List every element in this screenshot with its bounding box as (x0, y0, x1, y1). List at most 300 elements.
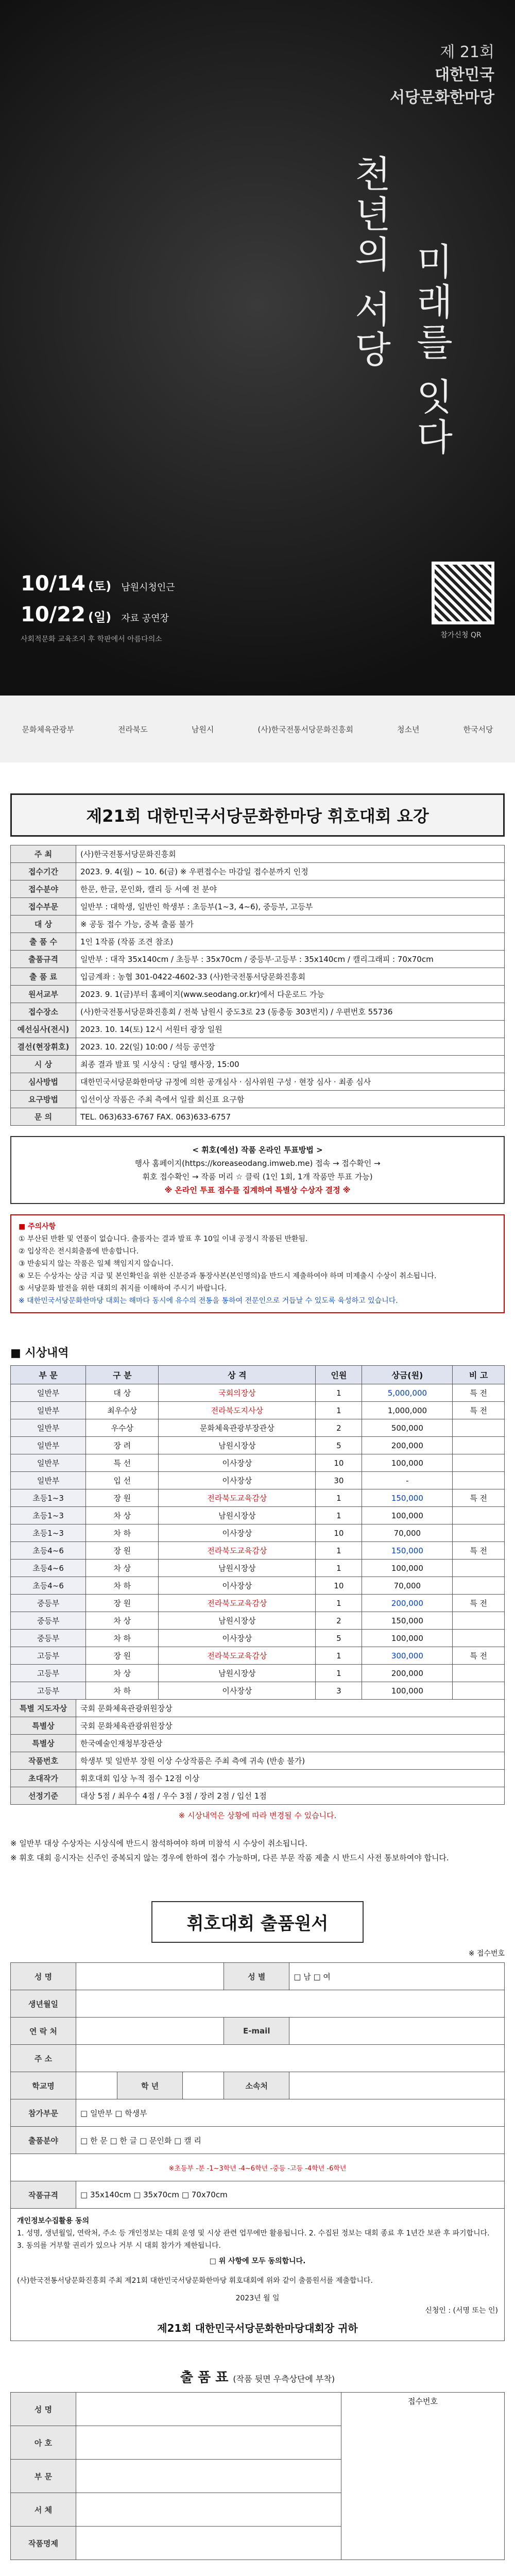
awards-cell (453, 1560, 505, 1577)
address-label: 주 소 (11, 2045, 76, 2072)
logo-5: 청소년 (397, 724, 420, 734)
event-date-1 (21, 572, 175, 596)
awards-cell: 전라북도교육감상 (159, 1647, 316, 1665)
awards-cell: 남원시장상 (159, 1612, 316, 1630)
awards-cell: 1,000,000 (362, 1402, 453, 1419)
awards-row (11, 1419, 505, 1437)
awards-cell: 차 상 (86, 1507, 159, 1524)
info-label: 결선(현장휘호) (11, 1038, 76, 1056)
grade-label: 학 년 (117, 2072, 183, 2099)
slip-row (11, 2393, 505, 2426)
awards-cell: 차 하 (86, 1630, 159, 1647)
awards-cell: 일반부 (11, 1454, 86, 1472)
sex-male-option[interactable]: □ 남 (294, 1972, 311, 1981)
awards-cell: 5 (316, 1630, 362, 1647)
slip-input[interactable] (76, 2426, 341, 2460)
awards-cell: 500,000 (362, 1419, 453, 1437)
size-35x140[interactable]: □ 35x140cm (80, 2190, 131, 2199)
awards-cell: 일반부 (11, 1384, 86, 1402)
logo-2: 전라북도 (117, 724, 148, 734)
size-35x70[interactable]: □ 35x70cm (133, 2190, 180, 2199)
age-note: ※초등부 -분 -1~3학년 -4~6학년 -중등 -고등 -4학년 -6학년 (11, 2154, 505, 2181)
slip-1-heading: 출 품 표 (180, 2370, 229, 2385)
qr-label: 참가신청 QR (440, 631, 482, 639)
awards-cell: 150,000 (362, 1489, 453, 1507)
awards-cell (453, 1524, 505, 1542)
info-row (11, 898, 505, 916)
page-title: 제21회 대한민국서당문화한마당 휘호대회 요강 (10, 793, 505, 837)
awards-row (11, 1507, 505, 1524)
awards-cell: 남원시장상 (159, 1437, 316, 1454)
cautions (10, 1214, 505, 1313)
info-value: 2023. 9. 4(월) ~ 10. 6(금) ※ 우편접수는 마감일 접수분까지 인정 (76, 863, 505, 880)
awards-cell: 200,000 (362, 1595, 453, 1612)
form-title: 휘호대회 출품원서 (151, 1901, 364, 1943)
awards-cell (453, 1612, 505, 1630)
caution-item: ⑤ 서당문화 발전을 위한 대회의 취지를 이해하여 주시기 바랍니다. (19, 1284, 227, 1293)
awards-row (11, 1612, 505, 1630)
awards-header: 부 문 (11, 1366, 86, 1384)
info-label: 원서교부 (11, 986, 76, 1003)
awards-cell: 남원시장상 (159, 1665, 316, 1682)
info-row (11, 986, 505, 1003)
awards-extra-label: 선정기준 (11, 1787, 76, 1805)
awards-cell: 차 상 (86, 1665, 159, 1682)
awards-cell: 최우수상 (86, 1402, 159, 1419)
awards-cell: 특 전 (453, 1402, 505, 1419)
info-row (11, 933, 505, 951)
awards-cell: 3 (316, 1682, 362, 1700)
info-label: 심사방법 (11, 1073, 76, 1091)
info-row (11, 1003, 505, 1021)
affiliation-input[interactable] (289, 2072, 505, 2099)
awards-cell: 입 선 (86, 1472, 159, 1489)
category-munin[interactable]: □ 문인화 (139, 2136, 172, 2145)
awards-cell: 고등부 (11, 1665, 86, 1682)
form-recipient: 제21회 대한민국서당문화한마당대회장 귀하 (157, 2322, 358, 2334)
awards-cell: 100,000 (362, 1454, 453, 1472)
awards-cell: 중등부 (11, 1612, 86, 1630)
caution-item: ※ 대한민국서당문화한마당 대회는 해마다 동시에 유수의 전통을 통하여 전문인으로 거듭날 수 있도록 육성하고 있습니다. (19, 1297, 398, 1305)
slip-label: 아 호 (11, 2426, 76, 2460)
info-value: 2023. 10. 14(토) 12시 서원터 광장 일원 (76, 1021, 505, 1038)
contact-label: 연 락 처 (11, 2018, 76, 2045)
awards-cell: 중등부 (11, 1595, 86, 1612)
awards-extra-value: 국회 문화체육관광위원장상 (76, 1700, 505, 1717)
awards-cell: 100,000 (362, 1507, 453, 1524)
category-options[interactable] (76, 2127, 505, 2154)
category-hanmun[interactable]: □ 한 문 (80, 2136, 108, 2145)
poster (0, 0, 515, 762)
awards-cell: 150,000 (362, 1542, 453, 1560)
awards-row (11, 1384, 505, 1402)
awards-cell (453, 1507, 505, 1524)
awards-wrap (10, 1365, 505, 1821)
awards-cell: 고등부 (11, 1647, 86, 1665)
info-label: 대 상 (11, 916, 76, 933)
grade-input[interactable] (183, 2072, 224, 2099)
awards-extra-row (11, 1735, 505, 1752)
awards-row (11, 1595, 505, 1612)
awards-cell: 특 전 (453, 1489, 505, 1507)
info-row (11, 1073, 505, 1091)
awards-cell: 전라북도교육감상 (159, 1595, 316, 1612)
info-row (11, 1038, 505, 1056)
info-value: 입선이상 작품은 주최 측에서 일괄 회신표 요구함 (76, 1091, 505, 1108)
info-row (11, 863, 505, 880)
info-table (10, 845, 505, 1126)
info-row (11, 951, 505, 968)
category-hangul[interactable]: □ 한 글 (110, 2136, 138, 2145)
size-label: 작품규격 (11, 2181, 76, 2209)
awards-cell (453, 1665, 505, 1682)
info-label: 문 의 (11, 1108, 76, 1126)
slip-input[interactable] (76, 2393, 341, 2426)
logo-4: (사)한국전통서당문화진흥회 (258, 724, 353, 734)
info-value: ※ 공동 접수 가능, 중복 출품 불가 (76, 916, 505, 933)
awards-cell: 10 (316, 1577, 362, 1595)
size-70x70[interactable]: □ 70x70cm (181, 2190, 228, 2199)
awards-cell: 차 하 (86, 1577, 159, 1595)
date-2-place: 자료 공연장 (121, 613, 169, 624)
awards-cell: 10 (316, 1524, 362, 1542)
awards-extra-label: 특별상 (11, 1735, 76, 1752)
awards-cell: 70,000 (362, 1577, 453, 1595)
info-value: 일반부 : 대작 35x140cm / 초등부 : 35x70cm / 중등부·고등부 : 35x140cm / 캘리그래피 : 70x70cm (76, 951, 505, 968)
awards-cell: 200,000 (362, 1437, 453, 1454)
date-line: 2023년 월 일 (235, 2294, 280, 2302)
name-label: 성 명 (11, 1963, 76, 1990)
online-line-2: 행사 홈페이지(https://koreaseodang.imweb.me) 접속 → 접수확인 → (134, 1159, 381, 1168)
info-label: 예선심사(전시) (11, 1021, 76, 1038)
awards-extra-label: 초대작가 (11, 1770, 76, 1787)
awards-cell: 차 상 (86, 1560, 159, 1577)
awards-row (11, 1489, 505, 1507)
slip-label: 작품명제 (11, 2527, 76, 2560)
date-2-day: (일) (88, 610, 112, 624)
division-label: 참가부문 (11, 2099, 76, 2127)
awards-cell (453, 1419, 505, 1437)
receipt-number-box[interactable]: 접수번호 (341, 2393, 505, 2560)
awards-cell: 특 전 (453, 1384, 505, 1402)
awards-cell: 우수상 (86, 1419, 159, 1437)
awards-cell: 1 (316, 1595, 362, 1612)
date-1-place: 남원시청인근 (121, 582, 175, 593)
info-label: 시 상 (11, 1056, 76, 1073)
awards-cell: 초등1~3 (11, 1489, 86, 1507)
awards-cell: 일반부 (11, 1437, 86, 1454)
awards-extra-row (11, 1717, 505, 1735)
awards-cell: 150,000 (362, 1612, 453, 1630)
awards-extra-label: 작품번호 (11, 1752, 76, 1770)
info-label: 출 품 수 (11, 933, 76, 951)
awards-extra-row (11, 1770, 505, 1787)
logo-3: 남원시 (191, 724, 214, 734)
awards-cell: 70,000 (362, 1524, 453, 1542)
awards-cell: 장 원 (86, 1647, 159, 1665)
info-label: 출품규격 (11, 951, 76, 968)
info-row (11, 968, 505, 986)
awards-cell: 일반부 (11, 1402, 86, 1419)
birth-label: 생년월일 (11, 1990, 76, 2018)
awards-cell: 100,000 (362, 1682, 453, 1700)
caution-item: ① 부산된 반환 및 연품이 없습니다. 출품자는 결과 발표 후 10일 이내 공정시 작품된 반환됨. (19, 1235, 308, 1243)
awards-table (10, 1365, 505, 1700)
school-input[interactable] (76, 2072, 117, 2099)
category-label: 출품분야 (11, 2127, 76, 2154)
email-label: E-mail (224, 2018, 289, 2045)
awards-cell: 문화체육관광부장관상 (159, 1419, 316, 1437)
online-line-3: 휘호 접수확인 → 작품 머리 ☆ 클릭 (1인 1회, 1개 작품만 투표 가능) (142, 1172, 373, 1181)
awards-cell: 이사장상 (159, 1454, 316, 1472)
awards-extra-value: 대상 5점 / 최우수 4점 / 우수 3점 / 장려 2점 / 입선 1점 (76, 1787, 505, 1805)
info-value: (사)한국전통서당문화진흥회 (76, 845, 505, 863)
awards-cell: 초등4~6 (11, 1577, 86, 1595)
awards-cell: 남원시장상 (159, 1507, 316, 1524)
info-label: 접수분야 (11, 880, 76, 898)
awards-cell: 차 하 (86, 1524, 159, 1542)
info-value: 대한민국서당문화한마당 규정에 의한 공개심사 · 심사위원 구성 · 현장 심사 · 최종 심사 (76, 1073, 505, 1091)
division-student[interactable]: □ 학생부 (115, 2108, 147, 2118)
awards-extra-table (10, 1699, 505, 1805)
info-row (11, 845, 505, 863)
awards-cell: 2 (316, 1612, 362, 1630)
info-value: TEL. 063)633-6767 FAX. 063)633-6757 (76, 1108, 505, 1126)
privacy-text: 1. 성명, 생년월일, 연락처, 주소 등 개인정보는 대회 운영 및 시상 관련 업무에만 활용됩니다. 2. 수집된 정보는 대회 종료 후 1년간 보관 후 파기합니다. 3. 동의를 거부할 권리가 있으나 거부 시 대회 참가가 제한됩니다. (17, 2229, 490, 2250)
applicant-line: 신청인 : (서명 또는 인) (425, 2307, 498, 2315)
sex-female-option[interactable]: □ 여 (313, 1972, 331, 1981)
awards-cell (453, 1437, 505, 1454)
slip-label: 부 문 (11, 2460, 76, 2493)
awards-extra-label: 특별상 (11, 1717, 76, 1735)
awards-extra-row (11, 1752, 505, 1770)
date-2: 10/22 (21, 603, 85, 626)
slogan-column-2: 미래를 잇다 (410, 242, 453, 458)
awards-cell: 1 (316, 1507, 362, 1524)
contact-input[interactable] (76, 2018, 224, 2045)
awards-header: 상 격 (159, 1366, 316, 1384)
caution-item: ② 입상작은 전시회출품에 반송합니다. (19, 1247, 139, 1256)
online-line-1: < 휘호(예선) 작품 온라인 투표방법 > (192, 1145, 323, 1155)
poster-header (390, 41, 494, 109)
awards-row (11, 1560, 505, 1577)
cautions-title: ■ 주의사항 (19, 1223, 56, 1231)
awards-cell: 1 (316, 1560, 362, 1577)
privacy-agree[interactable]: □ 위 사항에 모두 동의합니다. (209, 2257, 306, 2265)
poster-edition: 제 21회 (440, 43, 494, 61)
special-note: ※ 일반부 대상 수상자는 시상식에 반드시 참석하여야 하며 미참석 시 수상이 취소됩니다. (10, 1839, 307, 1848)
size-options[interactable] (76, 2181, 505, 2209)
info-label: 주 최 (11, 845, 76, 863)
qr-code-icon[interactable] (432, 562, 494, 624)
awards-cell: 1 (316, 1489, 362, 1507)
awards-cell: 전라북도지사상 (159, 1402, 316, 1419)
info-value: 입금계좌 : 농협 301-0422-4602-33 (사)한국전통서당문화진흥회 (76, 968, 505, 986)
awards-cell: 1 (316, 1542, 362, 1560)
awards-header: 구 분 (86, 1366, 159, 1384)
awards-cell: 특 전 (453, 1595, 505, 1612)
awards-row (11, 1472, 505, 1489)
awards-cell: 특 전 (453, 1542, 505, 1560)
awards-cell: 1 (316, 1402, 362, 1419)
awards-cell: 1 (316, 1665, 362, 1682)
info-row (11, 1108, 505, 1126)
affiliation-label: 소속처 (224, 2072, 289, 2099)
awards-cell: 30 (316, 1472, 362, 1489)
awards-header: 비 고 (453, 1366, 505, 1384)
awards-header: 인원 (316, 1366, 362, 1384)
poster-org-2: 서당문화한마당 (390, 89, 494, 107)
awards-cell: 200,000 (362, 1665, 453, 1682)
awards-cell: 100,000 (362, 1560, 453, 1577)
slogan-column-1: 천년의 서당 (348, 155, 391, 370)
online-vote-box (10, 1136, 505, 1204)
online-line-4: ※ 온라인 투표 점수를 집계하여 특별상 수상자 결정 ※ (164, 1185, 351, 1195)
info-row (11, 916, 505, 933)
info-value: 2023. 9. 1(금)부터 홈페이지(www.seodang.or.kr)에서 다운로드 가능 (76, 986, 505, 1003)
awards-cell: 일반부 (11, 1472, 86, 1489)
awards-extra-value: 한국예술인재청부장관상 (76, 1735, 505, 1752)
date-1: 10/14 (21, 572, 85, 596)
division-general[interactable]: □ 일반부 (80, 2108, 113, 2118)
awards-extra-row (11, 1787, 505, 1805)
awards-row (11, 1630, 505, 1647)
school-label: 학교명 (11, 2072, 76, 2099)
awards-extra-row (11, 1700, 505, 1717)
division-options[interactable] (76, 2099, 505, 2127)
slip-1-sub: (작품 뒷면 우측상단에 부착) (233, 2374, 335, 2384)
awards-cell: - (362, 1472, 453, 1489)
awards-cell: 300,000 (362, 1647, 453, 1665)
sex-input[interactable] (289, 1963, 505, 1990)
awards-row (11, 1542, 505, 1560)
awards-cell: 초등1~3 (11, 1524, 86, 1542)
awards-cell: 대 상 (86, 1384, 159, 1402)
info-value: (사)한국전통서당문화진흥회 / 전북 남원시 중도3로 23 (동충동 303번지) / 우편번호 55736 (76, 1003, 505, 1021)
poster-org-1: 대한민국 (435, 66, 494, 84)
awards-row (11, 1437, 505, 1454)
form-wrap (10, 1962, 505, 2341)
awards-cell (453, 1630, 505, 1647)
name-input[interactable] (76, 1963, 224, 1990)
awards-cell: 10 (316, 1454, 362, 1472)
info-value: 2023. 10. 22(일) 10:00 / 석등 공연장 (76, 1038, 505, 1056)
special-note: ※ 휘호 대회 응시자는 신주인 중복되지 않는 경우에 한하여 접수 가능하며, 다른 부문 작품 제출 시 반드시 사전 통보하여야 합니다. (10, 1853, 449, 1862)
sponsor-logos (0, 696, 515, 762)
awards-cell: 5 (316, 1437, 362, 1454)
awards-cell: 장 원 (86, 1489, 159, 1507)
awards-cell: 2 (316, 1419, 362, 1437)
sex-label: 성 별 (224, 1963, 289, 1990)
info-label: 요구방법 (11, 1091, 76, 1108)
awards-cell: 전라북도교육감상 (159, 1489, 316, 1507)
form-subtitle: ※ 접수번호 (468, 1950, 505, 1958)
awards-cell: 1 (316, 1647, 362, 1665)
info-value: 1인 1작품 (작품 조견 참조) (76, 933, 505, 951)
logo-6: 한국서당 (463, 724, 493, 734)
info-row (11, 1056, 505, 1073)
info-label: 출 품 료 (11, 968, 76, 986)
awards-row (11, 1402, 505, 1419)
awards-cell: 5,000,000 (362, 1384, 453, 1402)
awards-row (11, 1665, 505, 1682)
awards-row (11, 1647, 505, 1665)
awards-cell: 차 상 (86, 1612, 159, 1630)
awards-cell: 특 선 (86, 1454, 159, 1472)
address-input[interactable] (76, 2045, 505, 2072)
awards-header: 상금(원) (362, 1366, 453, 1384)
slip-1-table (10, 2392, 505, 2560)
awards-cell: 고등부 (11, 1682, 86, 1700)
slip-input[interactable] (76, 2460, 341, 2493)
category-calli[interactable]: □ 캘 리 (174, 2136, 201, 2145)
awards-cell: 전라북도교육감상 (159, 1542, 316, 1560)
awards-cell (453, 1454, 505, 1472)
awards-row (11, 1524, 505, 1542)
event-date-2 (21, 603, 169, 626)
special-notes (10, 1836, 505, 1865)
awards-cell: 1 (316, 1384, 362, 1402)
awards-extra-value: 국회 문화체육관광위원장상 (76, 1717, 505, 1735)
awards-extra-label: 특별 지도자상 (11, 1700, 76, 1717)
awards-row (11, 1682, 505, 1700)
awards-title: ■ 시상내역 (10, 1347, 69, 1360)
poster-note: 사회적문화 교육조지 후 학판에서 아름다의소 (21, 635, 162, 643)
email-input[interactable] (289, 2018, 505, 2045)
awards-cell: 남원시장상 (159, 1560, 316, 1577)
info-value: 최종 결과 발표 및 시상식 : 당일 행사장, 15:00 (76, 1056, 505, 1073)
awards-cell: 장 원 (86, 1542, 159, 1560)
form-table (10, 1962, 505, 2209)
info-row (11, 1091, 505, 1108)
date-1-day: (토) (88, 579, 112, 594)
info-row (11, 880, 505, 898)
awards-row (11, 1577, 505, 1595)
awards-cell (453, 1577, 505, 1595)
privacy-box (10, 2209, 505, 2341)
info-table-wrap (10, 845, 505, 1126)
slip-label: 서 체 (11, 2493, 76, 2527)
awards-extra-value: 학생부 및 일반부 장원 이상 수상작품은 주최 측에 귀속 (반송 불가) (76, 1752, 505, 1770)
info-value: 한문, 한글, 문인화, 캘리 등 서예 전 분야 (76, 880, 505, 898)
awards-cell: 이사장상 (159, 1577, 316, 1595)
awards-cell: 특 전 (453, 1647, 505, 1665)
birth-input[interactable] (76, 1990, 505, 2018)
awards-cell: 초등4~6 (11, 1560, 86, 1577)
slip-input[interactable] (76, 2527, 341, 2560)
awards-cell: 국회의장상 (159, 1384, 316, 1402)
privacy-title: 개인정보수집활용 동의 (17, 2217, 90, 2225)
awards-cell: 이사장상 (159, 1524, 316, 1542)
info-value: 일반부 : 대학생, 일반인 학생부 : 초등부(1~3, 4~6), 중등부, 고등부 (76, 898, 505, 916)
awards-cell: 장 원 (86, 1595, 159, 1612)
awards-footnote: ※ 시상내역은 상황에 따라 변경될 수 있습니다. (178, 1811, 337, 1820)
awards-cell: 초등1~3 (11, 1507, 86, 1524)
awards-cell: 일반부 (11, 1419, 86, 1437)
caution-item: ④ 모든 수상자는 상금 지급 및 본인확인을 위한 신분증과 통장사본(본인명의)을 반드시 제출하여야 하며 미제출시 수상이 취소됩니다. (19, 1272, 437, 1280)
awards-cell: 장 려 (86, 1437, 159, 1454)
slip-input[interactable] (76, 2493, 341, 2527)
slip-label: 성 명 (11, 2393, 76, 2426)
awards-cell: 차 하 (86, 1682, 159, 1700)
pledge: (사)한국전통서당문화진흥회 주최 제21회 대한민국서당문화한마당 휘호대회에 위와 같이 출품원서를 제출합니다. (17, 2277, 373, 2285)
awards-cell: 이사장상 (159, 1630, 316, 1647)
logo-1: 문화체육관광부 (22, 724, 74, 734)
awards-cell: 초등4~6 (11, 1542, 86, 1560)
awards-cell: 이사장상 (159, 1472, 316, 1489)
info-label: 접수기간 (11, 863, 76, 880)
awards-cell: 중등부 (11, 1630, 86, 1647)
